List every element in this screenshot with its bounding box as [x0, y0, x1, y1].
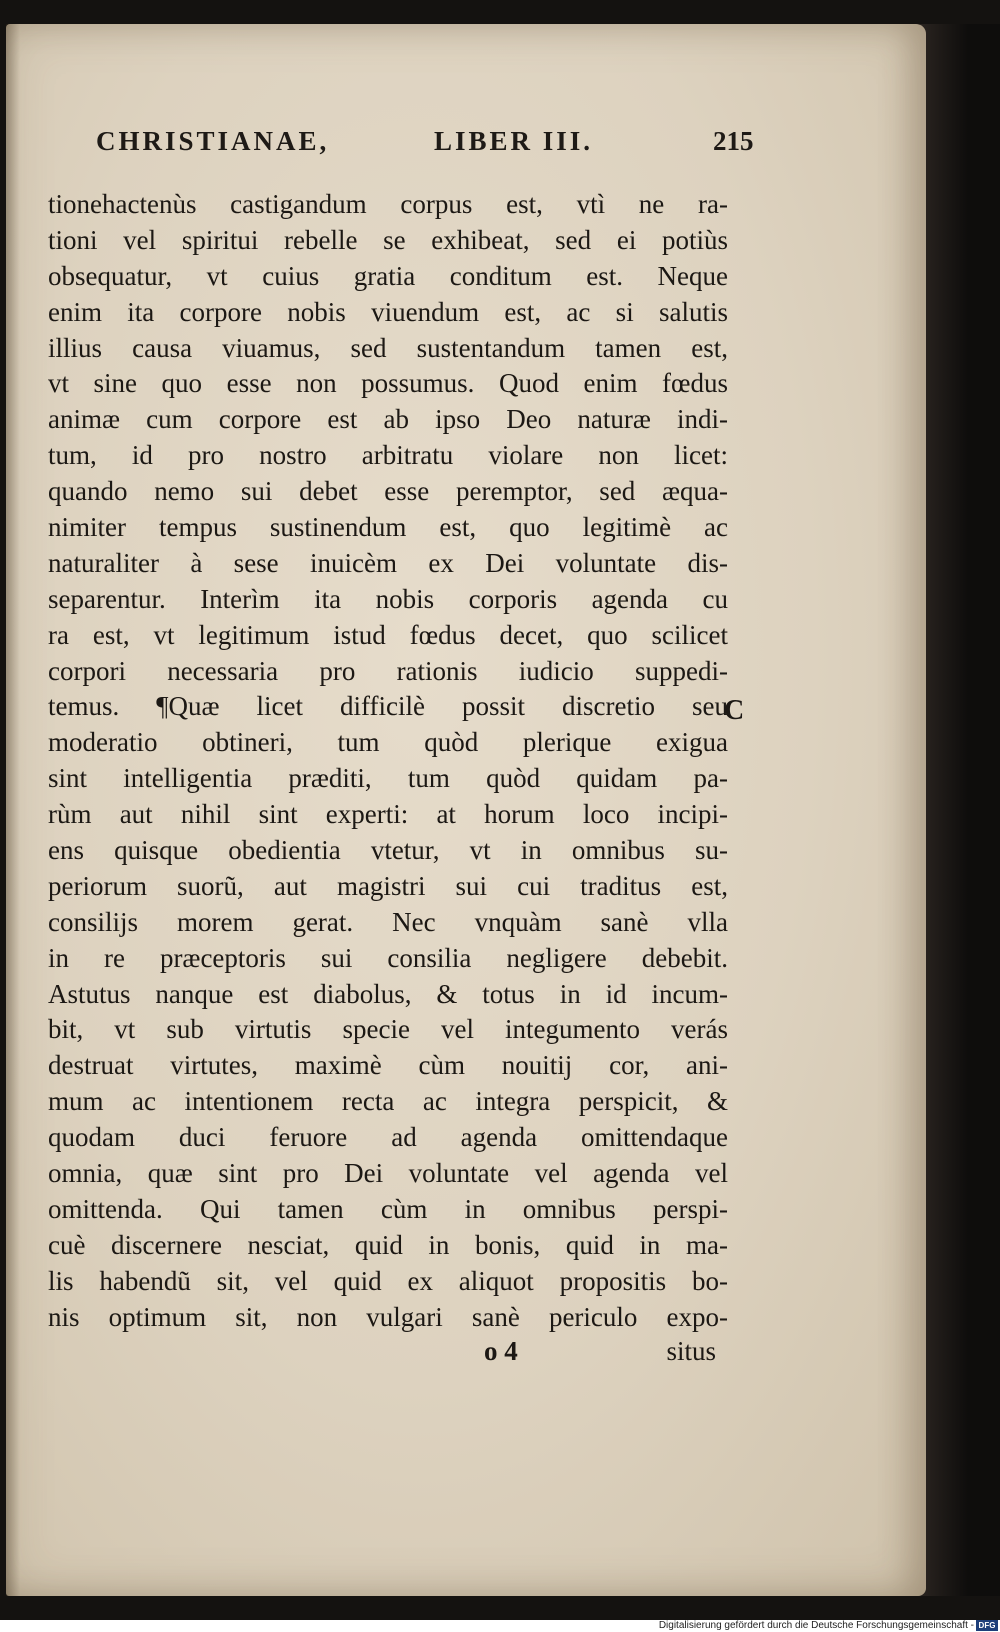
text-line: moderatio obtineri, tum quòd plerique exigua [48, 727, 728, 758]
signature-mark: o 4 [484, 1336, 518, 1366]
text-line: rùm aut nihil sint experti: at horum loco incipi- [48, 799, 728, 830]
text-line: omnia, quæ sint pro Dei voluntate vel agenda vel [48, 1158, 728, 1189]
page-edge-shading [6, 24, 20, 1596]
text-line: omittenda. Qui tamen cùm in omnibus perspi- [48, 1193, 728, 1224]
text-line: ens quisque obedientia vtetur, vt in omnibus su- [48, 835, 728, 866]
text-line: corpori necessaria pro rationis iudicio suppedi- [48, 655, 728, 686]
text-line: quando nemo sui debet esse peremptor, sed æqua- [48, 476, 728, 507]
body-text [48, 187, 728, 1336]
text-line: in re præceptoris sui consilia negligere debebit. [48, 942, 728, 973]
text-line: Astutus nanque est diabolus, & totus in id incum- [48, 978, 728, 1009]
text-line: destruat virtutes, maximè cùm nouitij cor, ani- [48, 1050, 728, 1081]
catchword: situs [666, 1336, 716, 1366]
text-line: temus. ¶Quæ licet difficilè possit discretio seu [48, 691, 728, 722]
marginal-letter: C [724, 695, 745, 726]
text-line: vt sine quo esse non possumus. Quod enim fœdus [48, 368, 728, 399]
text-line: consilijs morem gerat. Nec vnquàm sanè vlla [48, 906, 728, 937]
text-line: cuè discernere nesciat, quid in bonis, quid in ma- [48, 1229, 728, 1260]
text-line: tioni vel spiritui rebelle se exhibeat, sed ei potiùs [48, 224, 728, 255]
text-line: enim ita corpore nobis viuendum est, ac si salutis [48, 296, 728, 327]
text-line: tionehactenùs castigandum corpus est, vtì ne ra- [48, 189, 728, 219]
text-line: animæ cum corpore est ab ipso Deo naturæ indi- [48, 404, 728, 435]
book-gutter-shadow [920, 24, 1000, 1596]
running-head-title: CHRISTIANAE, [96, 126, 330, 156]
text-line: mum ac intentionem recta ac integra perspicit, & [48, 1086, 728, 1117]
page-footer [48, 1336, 728, 1372]
running-head-book: LIBER III. [434, 126, 594, 156]
page-number: 215 [713, 126, 754, 156]
text-line: nis optimum sit, non vulgari sanè periculo expo- [48, 1301, 728, 1332]
text-line: naturaliter à sese inuicèm ex Dei voluntate dis- [48, 547, 728, 578]
text-line: obsequatur, vt cuius gratia conditum est. Neque [48, 260, 728, 291]
text-line: bit, vt sub virtutis specie vel integumento verás [48, 1014, 728, 1045]
running-head [96, 126, 796, 166]
digitization-credit: Digitalisierung gefördert durch die Deutsche Forschungsgemeinschaft - [658, 1620, 974, 1631]
text-line: ra est, vt legitimum istud fœdus decet, quo scilicet [48, 619, 728, 650]
text-line: nimiter tempus sustinendum est, quo legitimè ac [48, 512, 728, 543]
text-line: tum, id pro nostro arbitratu violare non licet: [48, 440, 728, 471]
text-line: sint intelligentia præditi, tum quòd quidam pa- [48, 763, 728, 794]
text-line: lis habendũ sit, vel quid ex aliquot propositis bo- [48, 1265, 728, 1296]
text-line: quodam duci feruore ad agenda omittendaque [48, 1122, 728, 1153]
dfg-logo: DFG [976, 1620, 998, 1631]
text-line: separentur. Interìm ita nobis corporis agenda cu [48, 583, 728, 614]
text-line: illius causa viuamus, sed sustentandum tamen est, [48, 332, 728, 363]
text-line: periorum suorũ, aut magistri sui cui traditus est, [48, 870, 728, 901]
